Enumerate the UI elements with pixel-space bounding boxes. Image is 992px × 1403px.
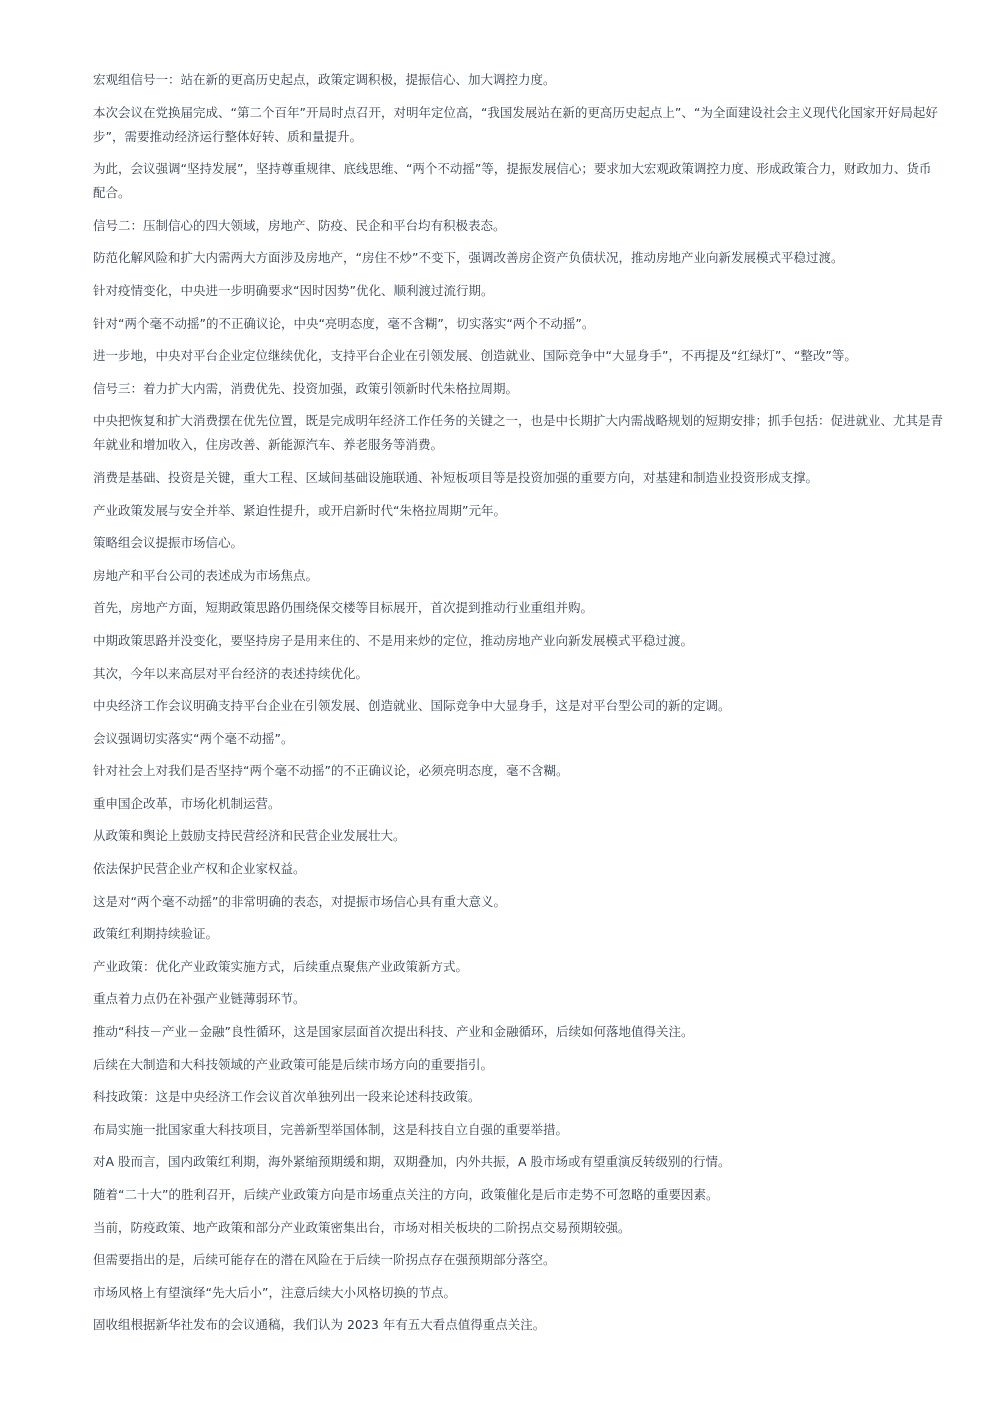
paragraph: 后续在大制造和大科技领域的产业政策可能是后续市场方向的重要指引。 — [93, 1056, 494, 1072]
paragraph: 其次，今年以来高层对平台经济的表述持续优化。 — [93, 665, 369, 681]
paragraph: 这是对“两个毫不动摇”的非常明确的表态，对提振市场信心具有重大意义。 — [93, 893, 506, 909]
paragraph: 中央经济工作会议明确支持平台企业在引领发展、创造就业、国际竞争中大显身手，这是对平台型公司的新的定调。 — [93, 698, 731, 714]
paragraph: 依法保护民营企业产权和企业家权益。 — [93, 861, 306, 877]
paragraph: 策略组会议提振市场信心。 — [93, 535, 244, 551]
paragraph: 但需要指出的是，后续可能存在的潜在风险在于后续一阶拐点存在强预期部分落空。 — [93, 1252, 556, 1268]
paragraph: 消费是基础、投资是关键，重大工程、区域间基础设施联通、补短板项目等是投资加强的重要方向，对基建和制造业投资形成支撑。 — [93, 469, 819, 485]
paragraph: 当前，防疫政策、地产政策和部分产业政策密集出台，市场对相关板块的二阶拐点交易预期较强。 — [93, 1219, 631, 1235]
paragraph: 宏观组信号一：站在新的更高历史起点，政策定调积极，提振信心、加大调控力度。 — [93, 72, 556, 87]
paragraph: 对A 股而言，国内政策红利期，海外紧缩预期缓和期，双期叠加，内外共振，A 股市场或有望重演反转级别的行情。 — [93, 1154, 731, 1170]
paragraph: 房地产和平台公司的表述成为市场焦点。 — [93, 567, 319, 583]
paragraph: 从政策和舆论上鼓励支持民营经济和民营企业发展壮大。 — [93, 828, 406, 844]
paragraph: 首先，房地产方面，短期政策思路仍围绕保交楼等目标展开，首次提到推动行业重组并购。 — [93, 600, 594, 616]
paragraph: 信号二：压制信心的四大领域，房地产、防疫、民企和平台均有积极表态。 — [93, 217, 506, 233]
paragraph: 布局实施一批国家重大科技项目，完善新型举国体制，这是科技自立自强的重要举措。 — [93, 1121, 569, 1137]
paragraph: 科技政策：这是中央经济工作会议首次单独列出一段来论述科技政策。 — [93, 1089, 481, 1105]
paragraph: 针对疫情变化，中央进一步明确要求“因时因势”优化、顺利渡过流行期。 — [93, 282, 494, 298]
paragraph: 重点着力点仍在补强产业链薄弱环节。 — [93, 991, 306, 1007]
paragraph: 会议强调切实落实“两个毫不动摇”。 — [93, 730, 294, 746]
paragraph: 针对“两个毫不动摇”的不正确议论，中央“亮明态度，毫不含糊”，切实落实“两个不动摇”。 — [93, 315, 595, 331]
paragraph: 推动“科技－产业－金融”良性循环，这是国家层面首次提出科技、产业和金融循环，后续如何落地值得关注。 — [93, 1024, 694, 1040]
paragraph: 中央把恢复和扩大消费摆在优先位置，既是完成明年经济工作任务的关键之一，也是中长期扩大内需战略规划的短期安排；抓手包括：促进就业、尤其是青年就业和增加收入，住房改善、新能源汽车、养老服务等消费。 — [93, 413, 944, 453]
paragraph: 进一步地，中央对平台企业定位继续优化，支持平台企业在引领发展、创造就业、国际竞争中“大显身手”，不再提及“红绿灯”、“整改”等。 — [93, 348, 857, 364]
paragraph: 重申国企改革，市场化机制运营。 — [93, 795, 281, 811]
paragraph: 产业政策发展与安全并举、紧迫性提升，或开启新时代“朱格拉周期”元年。 — [93, 502, 506, 518]
paragraph: 政策红利期持续验证。 — [93, 926, 219, 942]
paragraph: 随着“二十大”的胜利召开，后续产业政策方向是市场重点关注的方向，政策催化是后市走势不可忽略的重要因素。 — [93, 1187, 719, 1202]
paragraph: 为此，会议强调“坚持发展”，坚持尊重规律、底线思维、“两个不动摇”等，提振发展信心；要求加大宏观政策调控力度、形成政策合力，财政加力、货币配合。 — [93, 161, 932, 201]
paragraph: 市场风格上有望演绎“先大后小”，注意后续大小风格切换的节点。 — [93, 1284, 456, 1300]
document-body — [93, 68, 943, 1346]
paragraph: 产业政策：优化产业政策实施方式，后续重点聚焦产业政策新方式。 — [93, 958, 469, 974]
paragraph: 防范化解风险和扩大内需两大方面涉及房地产，“房住不炒”不变下，强调改善房企资产负债状况，推动房地产业向新发展模式平稳过渡。 — [93, 250, 844, 266]
paragraph: 中期政策思路并没变化，要坚持房子是用来住的、不是用来炒的定位，推动房地产业向新发展模式平稳过渡。 — [93, 632, 694, 648]
paragraph: 信号三：着力扩大内需，消费优先、投资加强，政策引领新时代朱格拉周期。 — [93, 380, 519, 396]
paragraph: 针对社会上对我们是否坚持“两个毫不动摇”的不正确议论，必须亮明态度，毫不含糊。 — [93, 763, 569, 779]
paragraph: 本次会议在党换届完成、“第二个百年”开局时点召开，对明年定位高，“我国发展站在新的更高历史起点上”、“为全面建设社会主义现代化国家开好局起好步”，需要推动经济运行整体好转、质和量提升。 — [93, 104, 938, 144]
paragraph: 固收组根据新华社发布的会议通稿，我们认为 2023 年有五大看点值得重点关注。 — [93, 1317, 546, 1333]
